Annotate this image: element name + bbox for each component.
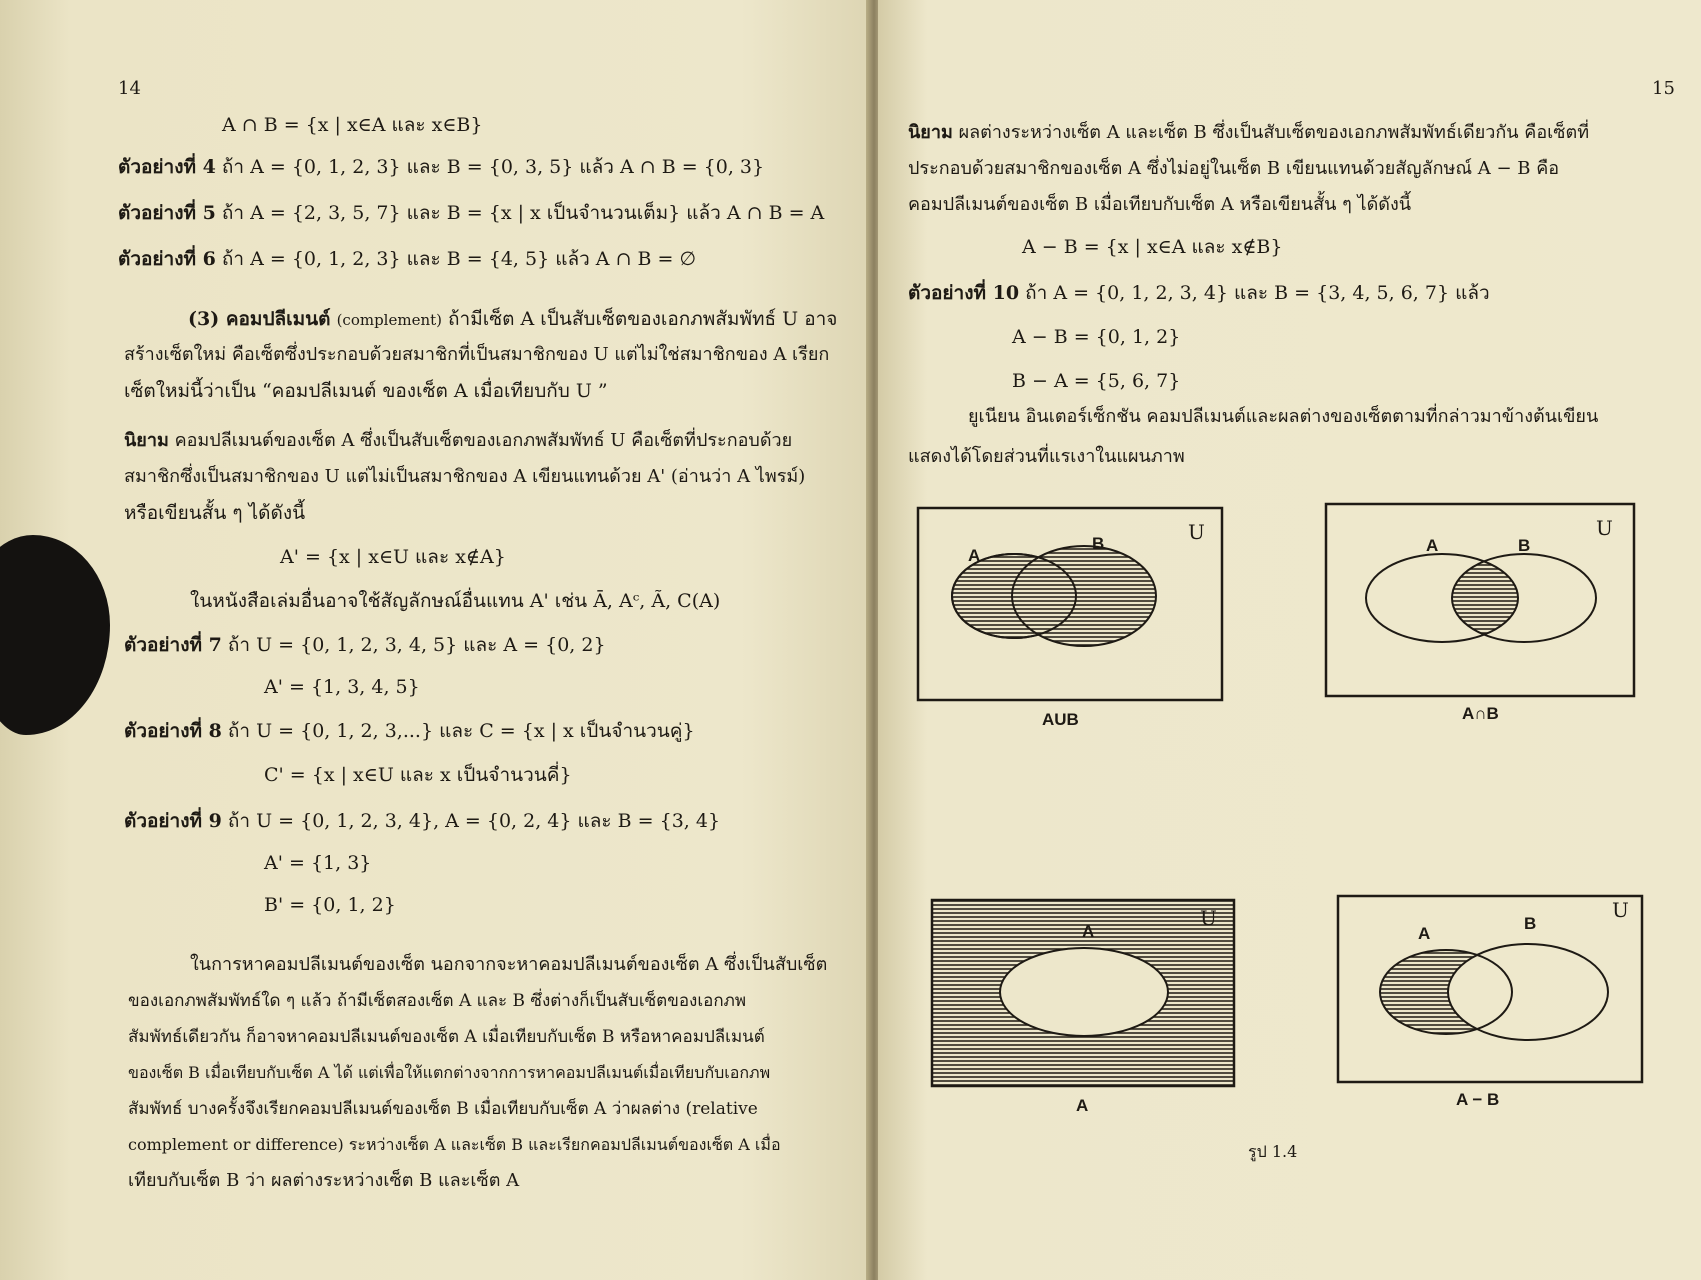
venn-difference-caption: A − B xyxy=(1456,1090,1500,1109)
complement-definition-line-2: สมาชิกซึ่งเป็นสมาชิกของ U แต่ไม่เป็นสมาชิกของ A เขียนแทนด้วย A' (อ่านว่า A ไพรม์) xyxy=(124,466,806,487)
right-page xyxy=(878,0,1701,1280)
difference-definition-line-3: คอมปลีเมนต์ของเซ็ต B เมื่อเทียบกับเซ็ต A หรือเขียนสั้น ๆ ได้ดังนี้ xyxy=(908,194,1412,215)
example-8-result: C' = {x | x∈U และ x เป็นจำนวนคี่} xyxy=(264,764,572,786)
venn-intersection-universe: U xyxy=(1596,516,1613,540)
definition-text: ผลต่างระหว่างเซ็ต A และเซ็ต B ซึ่งเป็นสับเซ็ตของเอกภพสัมพัทธ์เดียวกัน คือเซ็ตที่ xyxy=(958,122,1590,143)
venn-union-universe: U xyxy=(1188,520,1205,544)
difference-formula: A − B = {x | x∈A และ x∉B} xyxy=(1022,236,1283,258)
example-9-result-a: A' = {1, 3} xyxy=(264,852,372,874)
venn-complement-universe: U xyxy=(1200,906,1217,930)
example-10-result-b: B − A = {5, 6, 7} xyxy=(1012,370,1181,392)
page-number: 15 xyxy=(1652,78,1675,99)
paragraph-text: ถ้ามีเซ็ต A เป็นสับเซ็ตของเอกภพสัมพัทธ์ U อาจ xyxy=(448,308,838,330)
example-text: ถ้า U = {0, 1, 2, 3, 4}, A = {0, 2, 4} และ B = {3, 4} xyxy=(227,810,721,832)
venn-complement-caption: A xyxy=(1076,1096,1089,1115)
example-text: ถ้า A = {0, 1, 2, 3, 4} และ B = {3, 4, 5, 6, 7} แล้ว xyxy=(1025,282,1490,304)
complement-formula: A' = {x | x∈U และ x∉A} xyxy=(280,546,506,568)
example-text: ถ้า A = {0, 1, 2, 3} และ B = {0, 3, 5} แล้ว A ∩ B = {0, 3} xyxy=(221,156,765,178)
venn-intersection-label-b: B xyxy=(1518,536,1531,555)
alternative-symbols: ในหนังสือเล่มอื่นอาจใช้สัญลักษณ์อื่นแทน A' เช่น Ā, Aᶜ, Ã, C(A) xyxy=(190,590,721,612)
example-label: ตัวอย่างที่ 8 xyxy=(124,720,222,742)
venn-union-label-b: B xyxy=(1092,534,1105,553)
example-10-result-a: A − B = {0, 1, 2} xyxy=(1012,326,1181,348)
example-8 xyxy=(124,718,695,744)
complement-intro-line-1 xyxy=(188,306,837,333)
example-label: ตัวอย่างที่ 5 xyxy=(118,202,216,224)
venn-union-label-a: A xyxy=(968,546,981,565)
example-10 xyxy=(908,280,1490,306)
example-text: ถ้า A = {0, 1, 2, 3} และ B = {4, 5} แล้ว A ∩ B = ∅ xyxy=(221,248,697,270)
difference-definition-line-1 xyxy=(908,120,1589,146)
example-4 xyxy=(118,154,764,180)
example-5 xyxy=(118,200,824,226)
example-label: ตัวอย่างที่ 9 xyxy=(124,810,222,832)
complement-definition-line-3: หรือเขียนสั้น ๆ ได้ดังนี้ xyxy=(124,502,306,524)
venn-difference-diagram xyxy=(1334,892,1646,1086)
section-heading: (3) คอมปลีเมนต์ xyxy=(188,308,331,330)
venn-union-caption: AUB xyxy=(1042,710,1079,729)
difference-paragraph-line-5: สัมพัทธ์ บางครั้งจึงเรียกคอมปลีเมนต์ของเซ็ต B เมื่อเทียบกับเซ็ต A ว่าผลต่าง (relative xyxy=(128,1099,758,1119)
difference-paragraph-line-4: ของเซ็ต B เมื่อเทียบกับเซ็ต A ได้ แต่เพื่อให้แตกต่างจากการหาคอมปลีเมนต์เมื่อเทียบกับเอกภพ xyxy=(128,1063,771,1082)
page-number: 14 xyxy=(118,78,141,99)
difference-paragraph-line-7: เทียบกับเซ็ต B ว่า ผลต่างระหว่างเซ็ต B และเซ็ต A xyxy=(128,1170,520,1191)
example-7-result: A' = {1, 3, 4, 5} xyxy=(264,676,420,698)
venn-intersection-caption: A∩B xyxy=(1462,704,1499,723)
complement-intro-line-2: สร้างเซ็ตใหม่ คือเซ็ตซึ่งประกอบด้วยสมาชิกที่เป็นสมาชิกของ U แต่ไม่ใช่สมาชิกของ A เรียก xyxy=(124,344,830,365)
example-9 xyxy=(124,808,720,834)
section-heading-english: (complement) xyxy=(336,311,442,329)
difference-paragraph-line-3: สัมพัทธ์เดียวกัน ก็อาจหาคอมปลีเมนต์ของเซ็ต A เมื่อเทียบกับเซ็ต B หรือหาคอมปลีเมนต์ xyxy=(128,1027,765,1047)
venn-intro-line-2: แสดงได้โดยส่วนที่แรเงาในแผนภาพ xyxy=(908,446,1185,467)
figure-caption: รูป 1.4 xyxy=(1248,1142,1298,1161)
venn-intro-line-1: ยูเนียน อินเตอร์เซ็กชัน คอมปลีเมนต์และผลต่างของเซ็ตตามที่กล่าวมาข้างต้นเขียน xyxy=(968,406,1599,427)
example-7 xyxy=(124,632,606,658)
venn-difference-label-a: A xyxy=(1418,924,1431,943)
venn-difference-label-b: B xyxy=(1524,914,1537,933)
example-6 xyxy=(118,246,696,272)
venn-complement-label-a: A xyxy=(1082,922,1095,941)
venn-intersection-label-a: A xyxy=(1426,536,1439,555)
difference-paragraph-line-6: complement or difference) ระหว่างเซ็ต A และเซ็ต B และเรียกคอมปลีเมนต์ของเซ็ต A เมื่อ xyxy=(128,1135,781,1154)
complement-definition-line-1 xyxy=(124,428,792,454)
example-label: ตัวอย่างที่ 6 xyxy=(118,248,216,270)
definition-label: นิยาม xyxy=(124,430,169,451)
example-text: ถ้า U = {0, 1, 2, 3, 4, 5} และ A = {0, 2} xyxy=(227,634,606,656)
definition-label: นิยาม xyxy=(908,122,953,143)
intersection-definition: A ∩ B = {x | x∈A และ x∈B} xyxy=(222,114,483,136)
example-9-result-b: B' = {0, 1, 2} xyxy=(264,894,396,916)
definition-text: คอมปลีเมนต์ของเซ็ต A ซึ่งเป็นสับเซ็ตของเอกภพสัมพัทธ์ U คือเซ็ตที่ประกอบด้วย xyxy=(174,430,793,451)
difference-definition-line-2: ประกอบด้วยสมาชิกของเซ็ต A ซึ่งไม่อยู่ในเซ็ต B เขียนแทนด้วยสัญลักษณ์ A − B คือ xyxy=(908,158,1560,179)
example-label: ตัวอย่างที่ 4 xyxy=(118,156,216,178)
venn-union-diagram xyxy=(914,504,1226,704)
complement-intro-line-3: เซ็ตใหม่นี้ว่าเป็น “คอมปลีเมนต์ ของเซ็ต A เมื่อเทียบกับ U ” xyxy=(124,380,608,402)
example-label: ตัวอย่างที่ 10 xyxy=(908,282,1020,304)
thumb-shadow xyxy=(0,535,110,735)
venn-difference-universe: U xyxy=(1612,898,1629,922)
difference-paragraph-line-1: ในการหาคอมปลีเมนต์ของเซ็ต นอกจากจะหาคอมปลีเมนต์ของเซ็ต A ซึ่งเป็นสับเซ็ต xyxy=(190,954,828,975)
venn-intersection-diagram xyxy=(1322,500,1638,700)
difference-paragraph-line-2: ของเอกภพสัมพัทธ์ใด ๆ แล้ว ถ้ามีเซ็ตสองเซ็ต A และ B ซึ่งต่างก็เป็นสับเซ็ตของเอกภพ xyxy=(128,991,747,1011)
example-text: ถ้า A = {2, 3, 5, 7} และ B = {x | x เป็นจำนวนเต็ม} แล้ว A ∩ B = A xyxy=(221,202,825,224)
example-text: ถ้า U = {0, 1, 2, 3,...} และ C = {x | x เป็นจำนวนคู่} xyxy=(227,720,695,742)
example-label: ตัวอย่างที่ 7 xyxy=(124,634,222,656)
